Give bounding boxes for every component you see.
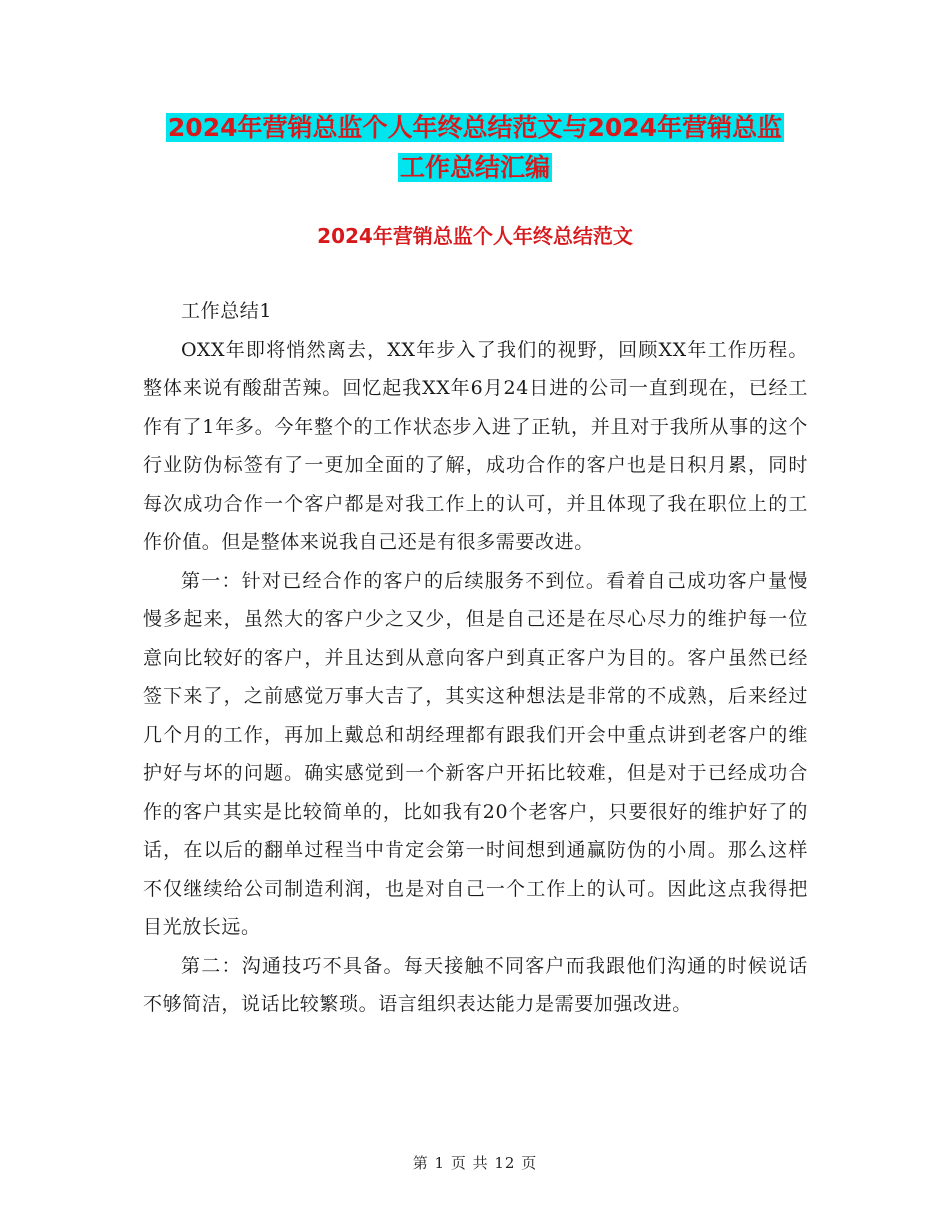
paragraph: 第一：针对已经合作的客户的后续服务不到位。看着自己成功客户量慢慢多起来，虽然大的客户少之又少，但是自己还是在尽心尽力的维护每一位意向比较好的客户，并且达到从意向客户到真正客户为目的。客户虽然已经签下来了，之前感觉万事大吉了，其实这种想法是非常的不成熟，后来经过几个月的工作，再加上戴总和胡经理都有跟我们开会中重点讲到老客户的维护好与坏的问题。确实感觉到一个新客户开拓比较难，但是对于已经成功合作的客户其实是比较简单的，比如我有20个老客户，只要很好的维护好了的话，在以后的翻单过程当中肯定会第一时间想到通赢防伪的小周。那么这样不仅继续给公司制造利润，也是对自己一个工作上的认可。因此这点我得把目光放长远。: [143, 569, 808, 938]
page-footer: 第 1 页 共 12 页: [412, 1154, 538, 1172]
paragraph-heading: 工作总结1: [181, 300, 273, 322]
section-title: 2024年营销总监个人年终总结范文: [317, 224, 633, 248]
title-line-2: 工作总结汇编: [399, 153, 550, 182]
paragraph: 第二：沟通技巧不具备。每天接触不同客户而我跟他们沟通的时候说话不够简洁，说话比较繁琐。语言组织表达能力是需要加强改进。: [143, 954, 808, 1015]
paragraph: OXX年即将悄然离去，XX年步入了我们的视野，回顾XX年工作历程。整体来说有酸甜苦辣。回忆起我XX年6月24日进的公司一直到现在，已经工作有了1年多。今年整个的工作状态步入进了正轨，并且对于我所从事的这个行业防伪标签有了一更加全面的了解，成功合作的客户也是日积月累，同时每次成功合作一个客户都是对我工作上的认可，并且体现了我在职位上的工作价值。但是整体来说我自己还是有很多需要改进。: [143, 338, 808, 553]
document-title: [0, 108, 950, 188]
document-body: [143, 292, 808, 1024]
title-line-1: 2024年营销总监个人年终总结范文与2024年营销总监: [167, 113, 783, 142]
